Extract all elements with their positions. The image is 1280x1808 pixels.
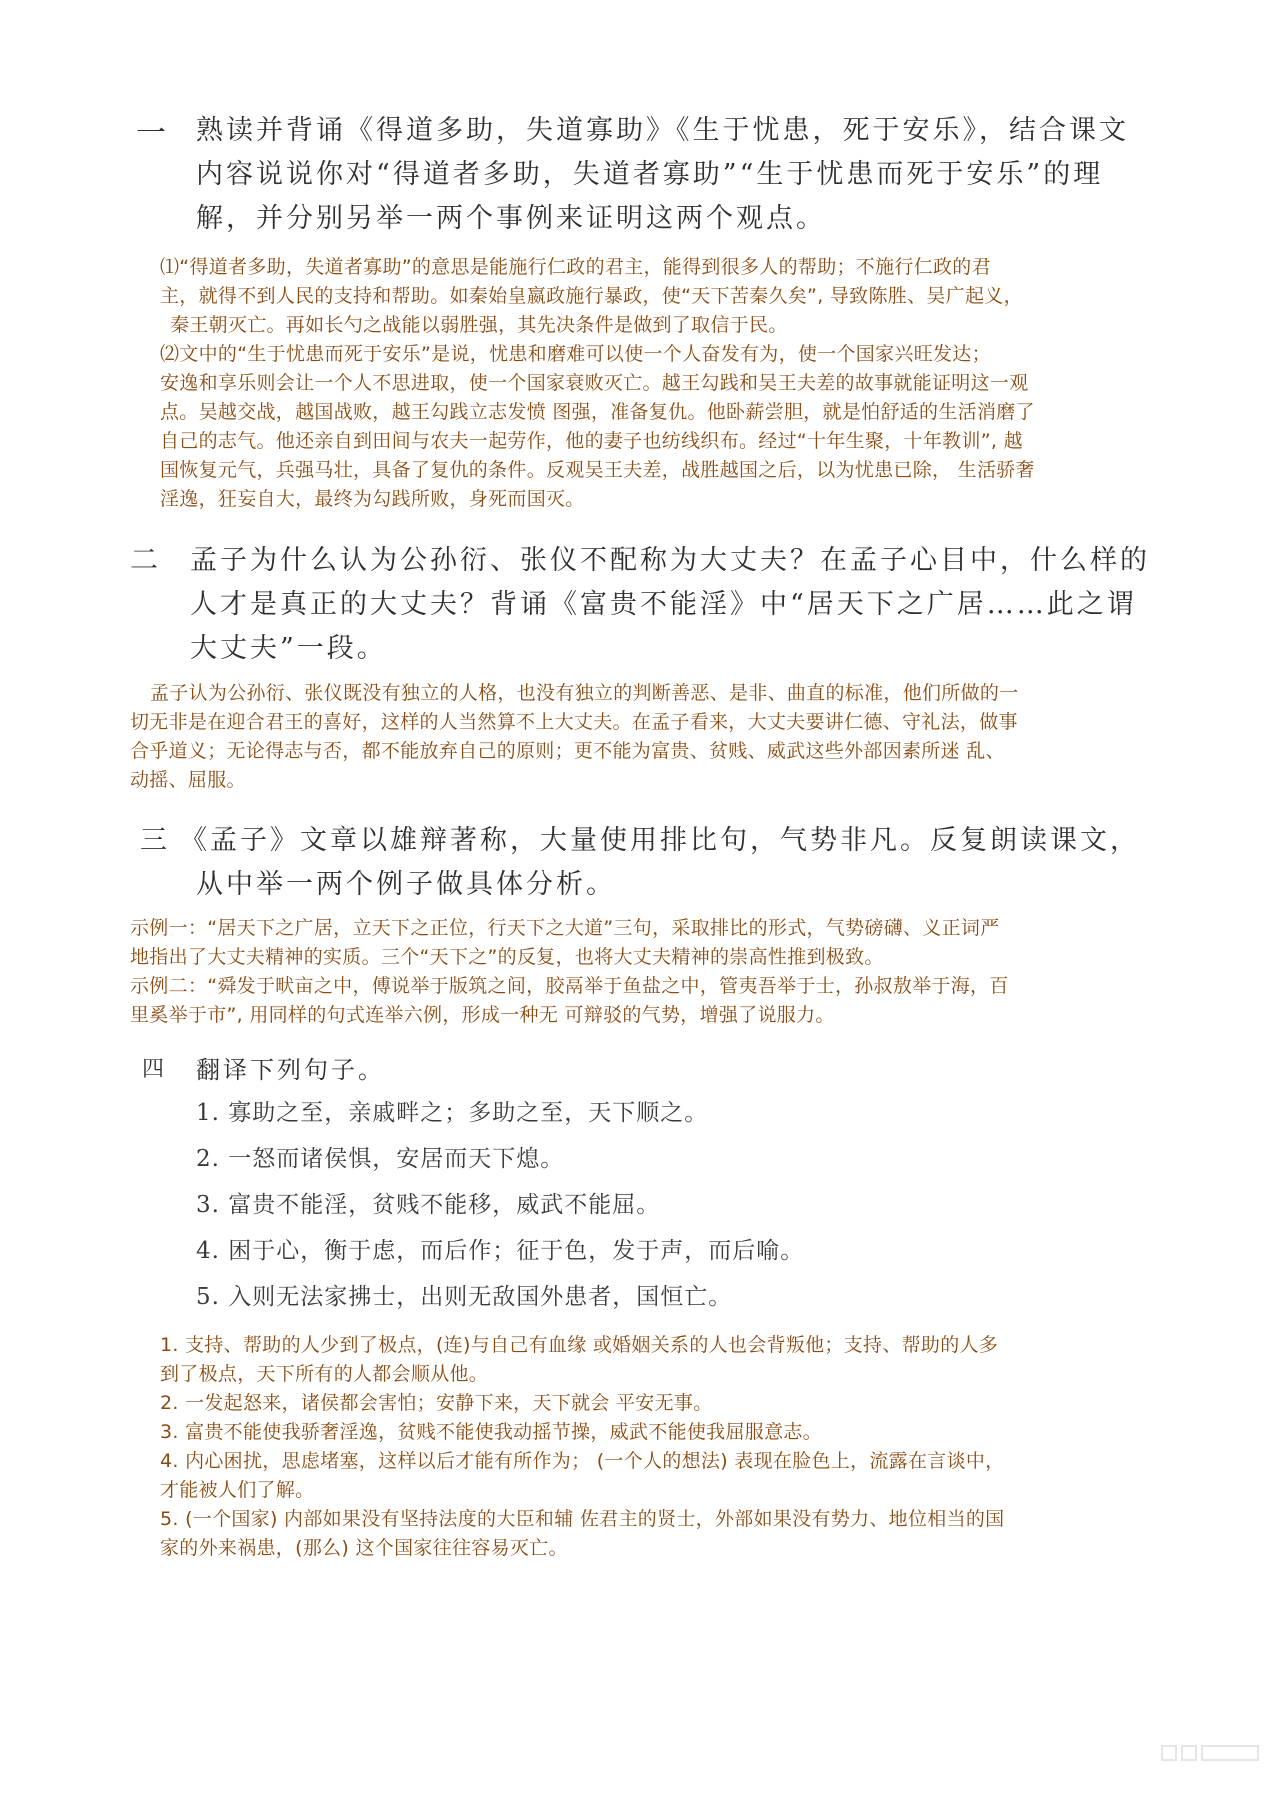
sentence-item: 2. 一怒而诸侯惧，安居而天下熄。 xyxy=(196,1146,565,1172)
sentence-item: 4. 困于心，衡于虑，而后作；征于色，发于声，而后喻。 xyxy=(196,1238,805,1264)
question-number: 二 xyxy=(130,543,159,576)
answer-text-line: 动摇、屈服。 xyxy=(130,769,246,791)
question-number: 三 xyxy=(140,825,167,856)
answer-text-line: 合乎道义；无论得志与否，都不能放弃自己的原则；更不能为富贵、贫贱、威武这些外部因素所迷 乱、 xyxy=(130,740,1005,762)
answer-text-line: 示例一：“居天下之广居，立天下之正位，行天下之大道”三句，采取排比的形式，气势磅礴、义正词严 xyxy=(130,917,1000,939)
answer-text-line: 家的外来祸患，(那么) 这个国家往往容易灭亡。 xyxy=(160,1537,568,1559)
question-text-line: 解，并分别另举一两个事例来证明这两个观点。 xyxy=(196,203,826,234)
question-text-line: 大丈夫”一段。 xyxy=(190,633,387,664)
watermark-icon xyxy=(1160,1738,1260,1768)
answer-text-line: ⑴“得道者多助，失道者寡助”的意思是能施行仁政的君主，能得到很多人的帮助；不施行仁政的君 xyxy=(160,256,991,278)
sentence-item: 5. 入则无法家拂士，出则无敌国外患者，国恒亡。 xyxy=(196,1284,733,1310)
answer-text-line: 安逸和享乐则会让一个人不思进取，使一个国家衰败灭亡。越王勾践和吴王夫差的故事就能证明这一观 xyxy=(160,372,1029,394)
answer-text-line: 4. 内心困扰，思虑堵塞，这样以后才能有所作为； (一个人的想法) 表现在脸色上，流露在言谈中， xyxy=(160,1450,1005,1472)
question-title: 翻译下列句子。 xyxy=(196,1056,385,1084)
sentence-item: 3. 富贵不能淫，贫贱不能移，威武不能屈。 xyxy=(196,1192,661,1218)
sentence-item: 1. 寡助之至，亲戚畔之；多助之至，天下顺之。 xyxy=(196,1100,709,1126)
question-text-line: 人才是真正的大丈夫？背诵《富贵不能淫》中“居天下之广居……此之谓 xyxy=(190,589,1137,620)
question-text-line: 从中举一两个例子做具体分析。 xyxy=(196,869,616,900)
answer-text-line: 3. 富贵不能使我骄奢淫逸，贫贱不能使我动摇节操，威武不能使我屈服意志。 xyxy=(160,1421,822,1443)
answer-text-line: 2. 一发起怒来，诸侯都会害怕；安静下来，天下就会 平安无事。 xyxy=(160,1392,713,1414)
answer-text-line: 才能被人们了解。 xyxy=(160,1479,315,1501)
answer-text-line: 到了极点，天下所有的人都会顺从他。 xyxy=(160,1363,489,1385)
answer-text-line: ⑵文中的“生于忧患而死于安乐”是说，忧患和磨难可以使一个人奋发有为，使一个国家兴旺发达； xyxy=(160,343,991,365)
answer-text-line: 示例二：“舜发于畎亩之中，傅说举于版筑之间，胶鬲举于鱼盐之中，管夷吾举于士，孙叔敖举于海，百 xyxy=(130,975,1009,997)
answer-text-line: 1. 支持、帮助的人少到了极点，(连)与自己有血缘 或婚姻关系的人也会背叛他；支持、帮助的人多 xyxy=(160,1334,999,1356)
question-number: 四 xyxy=(142,1057,165,1082)
question-number: 一 xyxy=(136,116,166,151)
answer-text-line: 主，就得不到人民的支持和帮助。如秦始皇嬴政施行暴政，使“天下苦秦久矣”, 导致陈胜、吴广起义， xyxy=(160,285,1023,307)
answer-text-line: 国恢复元气，兵强马壮，具备了复仇的条件。反观吴王夫差，战胜越国之后，以为忧患已除， 生活骄奢 xyxy=(160,459,1035,481)
answer-text-line: 切无非是在迎合君王的喜好，这样的人当然算不上大丈夫。在孟子看来，大丈夫要讲仁德、守礼法，做事 xyxy=(130,711,1018,733)
question-text-line: 内容说说你对“得道者多助，失道者寡助”“生于忧患而死于安乐”的理 xyxy=(196,159,1104,190)
question-text-line: 《孟子》文章以雄辩著称，大量使用排比句，气势非凡。反复朗读课文， xyxy=(180,825,1140,856)
answer-text-line: 秦王朝灭亡。再如长勺之战能以弱胜强，其先决条件是做到了取信于民。 xyxy=(170,314,788,336)
answer-text-line: 孟子认为公孙衍、张仪既没有独立的人格，也没有独立的判断善恶、是非、曲直的标准，他们所做的一 xyxy=(150,682,1019,704)
answer-text-line: 里奚举于市”, 用同样的句式连举六例，形成一种无 可辩驳的气势，增强了说服力。 xyxy=(130,1004,835,1026)
answer-text-line: 5. (一个国家) 内部如果没有坚持法度的大臣和辅 佐君主的贤士，外部如果没有势力、地位相当的国 xyxy=(160,1508,1005,1530)
answer-text-line: 自己的志气。他还亲自到田间与农夫一起劳作，他的妻子也纺线织布。经过“十年生聚，十年教训”, 越 xyxy=(160,430,1023,452)
question-text-line: 熟读并背诵《得道多助，失道寡助》《生于忧患，死于安乐》，结合课文 xyxy=(196,115,1129,146)
answer-text-line: 点。吴越交战，越国战败，越王勾践立志发愤 图强，准备复仇。他卧薪尝胆，就是怕舒适的生活消磨了 xyxy=(160,401,1035,423)
answer-text-line: 淫逸，狂妄自大，最终为勾践所败，身死而国灭。 xyxy=(160,488,585,510)
answer-text-line: 地指出了大丈夫精神的实质。三个“天下之”的反复，也将大丈夫精神的崇高性推到极致。 xyxy=(130,946,884,968)
question-text-line: 孟子为什么认为公孙衍、张仪不配称为大丈夫？在孟子心目中，什么样的 xyxy=(190,545,1150,576)
